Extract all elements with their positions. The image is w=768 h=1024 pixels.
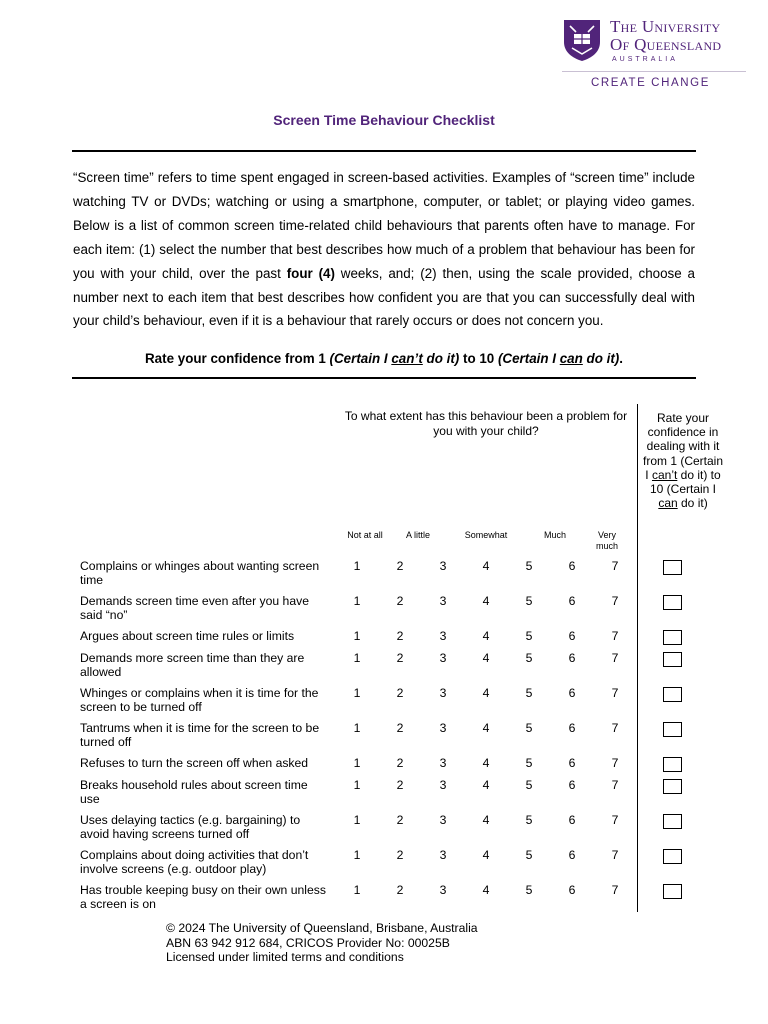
rating-option-4[interactable]: 4 (482, 813, 490, 827)
rating-option-4[interactable]: 4 (482, 848, 490, 862)
uq-logo (562, 16, 748, 96)
rating-option-1[interactable]: 1 (353, 721, 361, 735)
rating-option-1[interactable]: 1 (353, 651, 361, 665)
confidence-input-box[interactable] (663, 849, 682, 864)
checklist-item-label: Complains about doing activities that don’t involve screens (e.g. outdoor play) (80, 848, 309, 876)
checklist-item-label: Demands more screen time than they are allowed (80, 651, 305, 679)
rating-option-2[interactable]: 2 (396, 756, 404, 770)
rating-option-5[interactable]: 5 (525, 686, 533, 700)
conf-text-b: can’t (651, 467, 678, 482)
rating-option-3[interactable]: 3 (439, 686, 447, 700)
rating-option-5[interactable]: 5 (525, 756, 533, 770)
rate-text-g: can (559, 351, 583, 366)
rating-option-4[interactable]: 4 (482, 594, 490, 608)
footer-abn: ABN 63 942 912 684, CRICOS Provider No: 00025B (166, 935, 450, 950)
rating-option-2[interactable]: 2 (396, 594, 404, 608)
top-divider (72, 150, 696, 152)
rating-option-3[interactable]: 3 (439, 813, 447, 827)
confidence-input-box[interactable] (663, 757, 682, 772)
confidence-input-box[interactable] (663, 722, 682, 737)
rating-option-6[interactable]: 6 (568, 651, 576, 665)
confidence-input-box[interactable] (663, 687, 682, 702)
confidence-input-box[interactable] (663, 560, 682, 575)
rating-option-7[interactable]: 7 (611, 559, 619, 573)
rating-option-3[interactable]: 3 (439, 594, 447, 608)
rating-option-2[interactable]: 2 (396, 883, 404, 897)
rating-option-7[interactable]: 7 (611, 813, 619, 827)
rating-option-5[interactable]: 5 (525, 594, 533, 608)
footer-license: Licensed under limited terms and conditions (166, 950, 404, 964)
rating-option-1[interactable]: 1 (353, 559, 361, 573)
conf-text-a: Rate your confidence in dealing with it from 1 (Certain I (642, 411, 724, 482)
logo-tagline: CREATE CHANGE (591, 77, 710, 89)
confidence-header (641, 411, 725, 510)
rating-option-3[interactable]: 3 (439, 848, 447, 862)
rate-text-c: can’t (391, 351, 423, 366)
rate-text-i: . (619, 351, 623, 366)
rating-option-2[interactable]: 2 (396, 848, 404, 862)
rating-option-5[interactable]: 5 (525, 651, 533, 665)
rating-option-4[interactable]: 4 (482, 721, 490, 735)
rating-option-6[interactable]: 6 (568, 756, 576, 770)
rating-option-2[interactable]: 2 (396, 651, 404, 665)
rating-option-1[interactable]: 1 (353, 778, 361, 792)
rate-text-b: (Certain I (329, 351, 392, 366)
scale-label-a-little: A little (405, 530, 430, 540)
bottom-divider (72, 377, 696, 379)
rating-option-7[interactable]: 7 (611, 686, 619, 700)
confidence-input-box[interactable] (663, 595, 682, 610)
rating-option-1[interactable]: 1 (353, 594, 361, 608)
rating-option-7[interactable]: 7 (611, 848, 619, 862)
logo-name-line1: The University (610, 17, 721, 36)
rating-option-4[interactable]: 4 (482, 686, 490, 700)
extent-header: To what extent has this behaviour been a problem for you with your child? (344, 409, 628, 438)
rating-option-1[interactable]: 1 (353, 756, 361, 770)
conf-text-c: do it) to 10 (Certain I (649, 467, 721, 497)
checklist-item-label: Breaks household rules about screen time use (80, 778, 308, 806)
rating-option-1[interactable]: 1 (353, 629, 361, 643)
checklist-item-label: Uses delaying tactics (e.g. bargaining) to avoid having screens turned off (80, 813, 301, 841)
conf-text-d: can (658, 496, 678, 511)
checklist-item-label: Tantrums when it is time for the screen to be turned off (80, 721, 320, 749)
intro-text-2: weeks, and; (2) then, using the scale provided, choose a number next to each item that best describes how confident you are that you can successfully deal with your child’s behaviour, even if it is a behaviour that rarely occurs or does not concern you. (73, 265, 695, 329)
page-title: Screen Time Behaviour Checklist (273, 112, 495, 128)
rating-option-2[interactable]: 2 (396, 629, 404, 643)
rating-option-5[interactable]: 5 (525, 883, 533, 897)
rate-text-e: to 10 (459, 351, 498, 366)
confidence-input-box[interactable] (663, 630, 682, 645)
rating-option-3[interactable]: 3 (439, 651, 447, 665)
rating-option-6[interactable]: 6 (568, 883, 576, 897)
logo-country: AUSTRALIA (612, 56, 678, 63)
confidence-input-box[interactable] (663, 884, 682, 899)
rating-option-4[interactable]: 4 (482, 651, 490, 665)
rating-option-7[interactable]: 7 (611, 756, 619, 770)
checklist-item-label: Argues about screen time rules or limits (80, 629, 295, 643)
rating-option-6[interactable]: 6 (568, 813, 576, 827)
rating-option-7[interactable]: 7 (611, 883, 619, 897)
intro-paragraph (73, 166, 695, 333)
rating-option-6[interactable]: 6 (568, 686, 576, 700)
rating-option-6[interactable]: 6 (568, 559, 576, 573)
rating-option-1[interactable]: 1 (353, 883, 361, 897)
checklist-item-label: Has trouble keeping busy on their own unless a screen is on (80, 883, 326, 911)
footer (166, 921, 478, 965)
rating-option-7[interactable]: 7 (611, 594, 619, 608)
rating-option-5[interactable]: 5 (525, 778, 533, 792)
confidence-input-box[interactable] (663, 779, 682, 794)
intro-bold: four (4) (286, 265, 335, 281)
rate-text-d: do it) (422, 351, 460, 366)
rate-text-f: (Certain I (497, 351, 560, 366)
rating-option-1[interactable]: 1 (353, 686, 361, 700)
rating-option-6[interactable]: 6 (568, 848, 576, 862)
rating-option-5[interactable]: 5 (525, 813, 533, 827)
rating-option-5[interactable]: 5 (525, 629, 533, 643)
rate-text-a: Rate your confidence from 1 (145, 351, 330, 366)
rating-option-1[interactable]: 1 (353, 813, 361, 827)
rating-option-4[interactable]: 4 (482, 629, 490, 643)
rating-option-3[interactable]: 3 (439, 559, 447, 573)
logo-divider (562, 71, 746, 72)
rating-option-5[interactable]: 5 (525, 721, 533, 735)
rating-option-2[interactable]: 2 (396, 813, 404, 827)
rating-option-4[interactable]: 4 (482, 756, 490, 770)
checklist-item-label: Whinges or complains when it is time for the screen to be turned off (80, 686, 319, 714)
scale-label-much: Much (543, 530, 566, 540)
rating-option-7[interactable]: 7 (611, 721, 619, 735)
rate-instruction (73, 351, 695, 366)
scale-label-very-much: Very much (595, 530, 618, 551)
rating-option-4[interactable]: 4 (482, 778, 490, 792)
logo-name-line2: Of Queensland (610, 35, 722, 54)
rating-option-5[interactable]: 5 (525, 848, 533, 862)
column-divider (637, 404, 638, 912)
rating-option-2[interactable]: 2 (396, 778, 404, 792)
rating-option-6[interactable]: 6 (568, 629, 576, 643)
rating-option-7[interactable]: 7 (611, 778, 619, 792)
rating-option-3[interactable]: 3 (439, 883, 447, 897)
rating-option-7[interactable]: 7 (611, 651, 619, 665)
conf-text-e: do it) (677, 496, 708, 511)
rating-option-2[interactable]: 2 (396, 686, 404, 700)
rating-option-7[interactable]: 7 (611, 629, 619, 643)
rating-option-1[interactable]: 1 (353, 848, 361, 862)
checklist-item-label: Complains or whinges about wanting screen time (80, 559, 320, 587)
rating-option-4[interactable]: 4 (482, 883, 490, 897)
checklist-item-label: Demands screen time even after you have said “no” (80, 594, 309, 622)
rating-option-3[interactable]: 3 (439, 778, 447, 792)
scale-label-somewhat: Somewhat (464, 530, 508, 540)
rating-option-3[interactable]: 3 (439, 629, 447, 643)
rating-option-2[interactable]: 2 (396, 559, 404, 573)
confidence-input-box[interactable] (663, 814, 682, 829)
rating-option-3[interactable]: 3 (439, 721, 447, 735)
rate-text-h: do it) (582, 351, 620, 366)
scale-label-not-at-all: Not at all (347, 530, 383, 540)
rating-option-2[interactable]: 2 (396, 721, 404, 735)
rating-option-6[interactable]: 6 (568, 721, 576, 735)
rating-option-6[interactable]: 6 (568, 778, 576, 792)
rating-option-4[interactable]: 4 (482, 559, 490, 573)
footer-copyright: © 2024 The University of Queensland, Brisbane, Australia (166, 921, 478, 935)
confidence-input-box[interactable] (663, 652, 682, 667)
rating-option-6[interactable]: 6 (568, 594, 576, 608)
uq-crest-icon (562, 18, 602, 62)
rating-option-5[interactable]: 5 (525, 559, 533, 573)
intro-text-1: “Screen time” refers to time spent engaged in screen-based activities. Examples of “screen time” include watching TV or DVDs; watching or using a smartphone, computer, or tablet; or playing video games. Below is a list of common screen time-related child behaviours that parents often have to manage. For each item: (1) select the number that best describes how much of a problem that behaviour has been for you with your child, over the past (73, 170, 695, 281)
checklist-item-label: Refuses to turn the screen off when asked (80, 756, 309, 770)
rating-option-3[interactable]: 3 (439, 756, 447, 770)
